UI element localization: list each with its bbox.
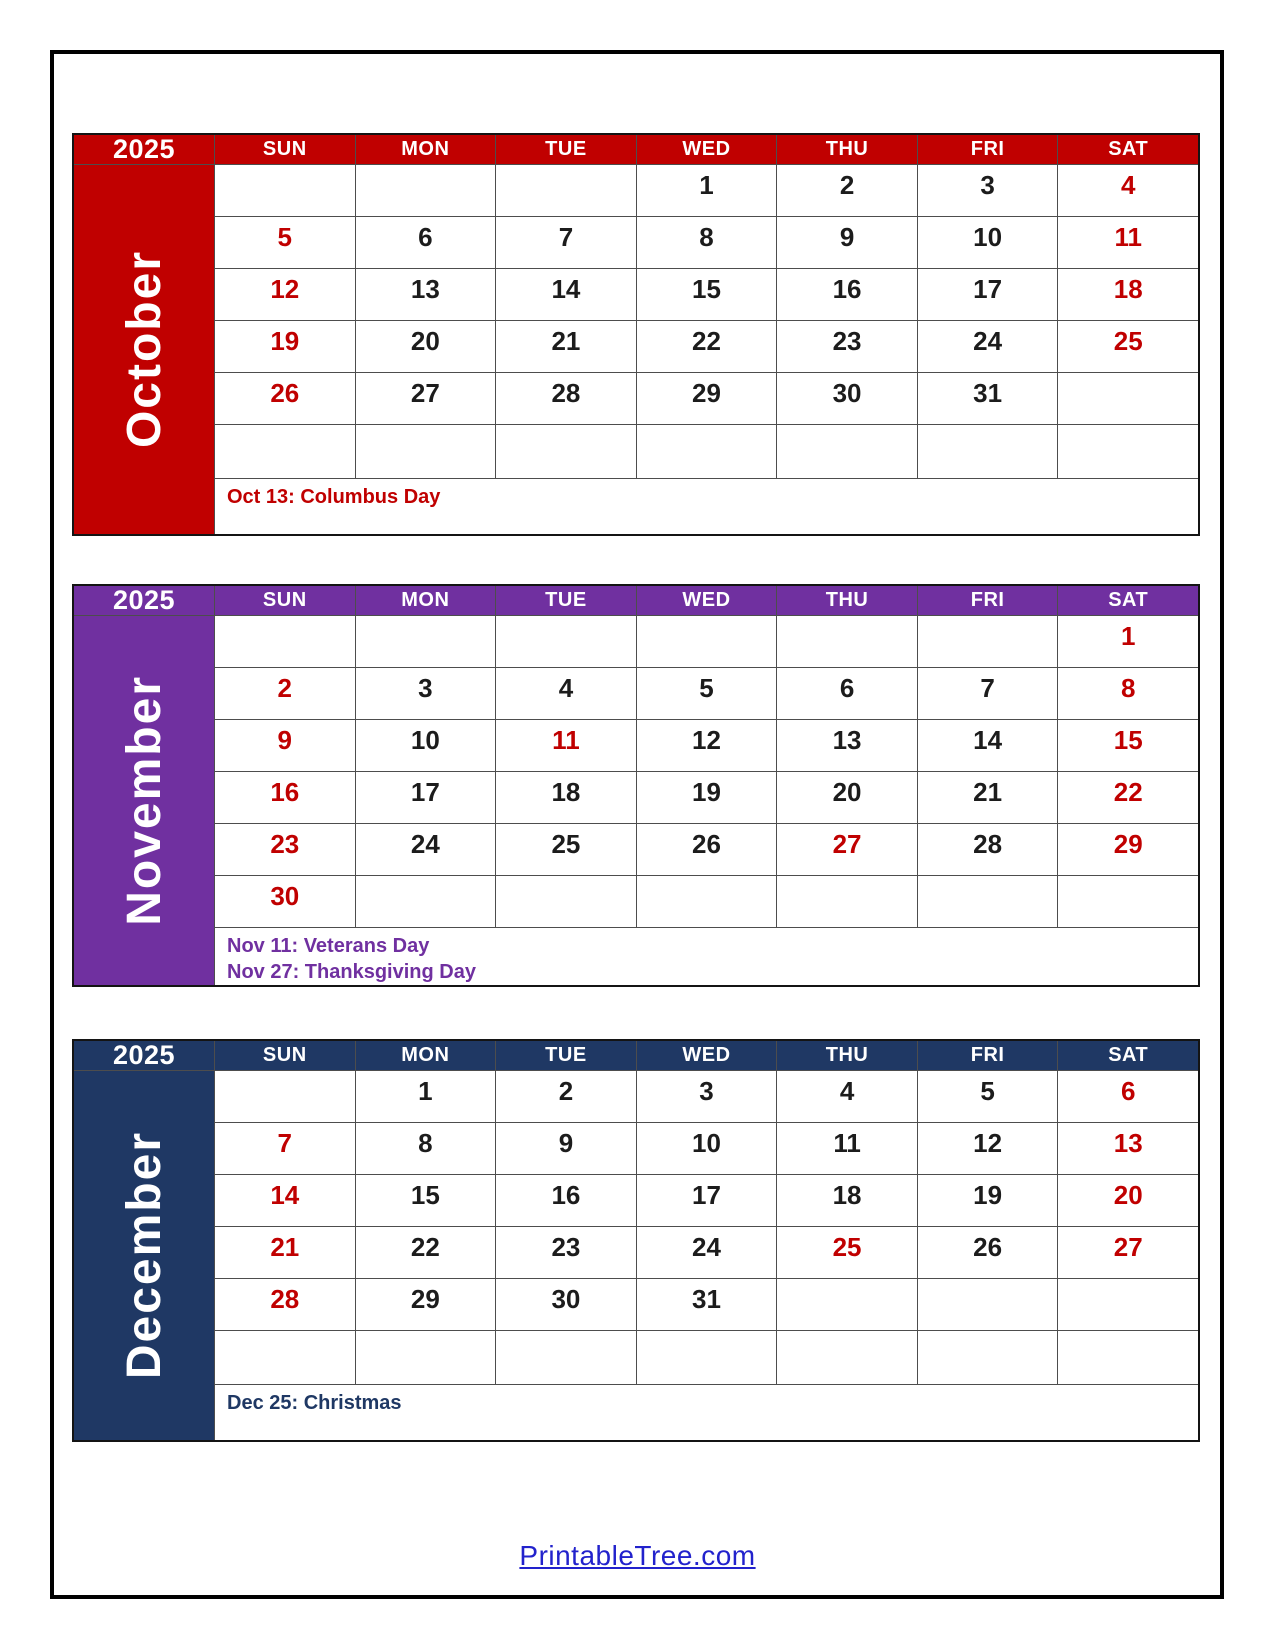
holiday-note: Dec 25: Christmas [227,1392,402,1414]
date-cell-october-12: 12 [215,269,355,320]
date-cell-december-31: 31 [637,1279,777,1330]
october-table [72,133,1200,536]
empty-date-cell [918,425,1058,478]
date-cell-october-20: 20 [356,321,496,372]
date-cell-december-25: 25 [777,1227,917,1278]
month-label-december: December [117,1131,171,1380]
date-cell-december-8: 8 [356,1123,496,1174]
empty-date-cell [777,425,917,478]
day-header-thu: THU [777,135,917,164]
date-cell-november-9: 9 [215,720,355,771]
day-header-thu: THU [777,1041,917,1070]
date-cell-december-15: 15 [356,1175,496,1226]
date-cell-december-11: 11 [777,1123,917,1174]
date-cell-october-4: 4 [1058,165,1198,216]
empty-date-cell [777,876,917,927]
empty-date-cell [496,876,636,927]
date-cell-october-7: 7 [496,217,636,268]
empty-date-cell [215,165,355,216]
date-cell-october-15: 15 [637,269,777,320]
holiday-note: Nov 27: Thanksgiving Day [227,961,476,983]
date-cell-october-13: 13 [356,269,496,320]
empty-date-cell [777,1279,917,1330]
calendar-december-2025 [72,1039,1200,1442]
date-cell-october-31: 31 [918,373,1058,424]
date-cell-october-18: 18 [1058,269,1198,320]
date-cell-november-4: 4 [496,668,636,719]
date-cell-october-3: 3 [918,165,1058,216]
month-sidebar-october [74,165,214,534]
date-cell-october-27: 27 [356,373,496,424]
empty-date-cell [637,1331,777,1384]
day-header-sat: SAT [1058,1041,1198,1070]
date-cell-december-7: 7 [215,1123,355,1174]
empty-date-cell [918,1279,1058,1330]
date-cell-october-10: 10 [918,217,1058,268]
empty-date-cell [215,1331,355,1384]
date-cell-october-6: 6 [356,217,496,268]
holiday-note: Nov 11: Veterans Day [227,935,430,957]
date-cell-december-3: 3 [637,1071,777,1122]
empty-date-cell [777,1331,917,1384]
day-header-mon: MON [356,135,496,164]
date-cell-november-29: 29 [1058,824,1198,875]
date-cell-october-29: 29 [637,373,777,424]
empty-date-cell [918,876,1058,927]
empty-date-cell [637,616,777,667]
year-label-december: 2025 [74,1041,214,1070]
date-cell-october-5: 5 [215,217,355,268]
month-label-october: October [117,250,171,449]
date-cell-november-10: 10 [356,720,496,771]
date-cell-november-20: 20 [777,772,917,823]
day-header-sun: SUN [215,1041,355,1070]
date-cell-december-19: 19 [918,1175,1058,1226]
date-cell-october-22: 22 [637,321,777,372]
day-header-sat: SAT [1058,586,1198,615]
date-cell-november-23: 23 [215,824,355,875]
empty-date-cell [1058,425,1198,478]
holiday-notes-november [215,928,1198,985]
date-cell-december-29: 29 [356,1279,496,1330]
day-header-wed: WED [637,135,777,164]
empty-date-cell [496,1331,636,1384]
date-cell-october-16: 16 [777,269,917,320]
day-header-wed: WED [637,586,777,615]
empty-date-cell [356,876,496,927]
date-cell-december-21: 21 [215,1227,355,1278]
footer [0,1540,1275,1572]
date-cell-november-6: 6 [777,668,917,719]
day-header-mon: MON [356,1041,496,1070]
empty-date-cell [356,425,496,478]
date-cell-october-28: 28 [496,373,636,424]
date-cell-december-22: 22 [356,1227,496,1278]
date-cell-december-16: 16 [496,1175,636,1226]
date-cell-december-24: 24 [637,1227,777,1278]
empty-date-cell [356,1331,496,1384]
date-cell-november-1: 1 [1058,616,1198,667]
date-cell-december-10: 10 [637,1123,777,1174]
date-cell-november-25: 25 [496,824,636,875]
empty-date-cell [496,425,636,478]
date-cell-october-17: 17 [918,269,1058,320]
empty-date-cell [356,165,496,216]
date-cell-november-24: 24 [356,824,496,875]
month-sidebar-november [74,616,214,985]
date-cell-december-20: 20 [1058,1175,1198,1226]
date-cell-october-24: 24 [918,321,1058,372]
empty-date-cell [496,616,636,667]
date-cell-october-14: 14 [496,269,636,320]
date-cell-december-4: 4 [777,1071,917,1122]
empty-date-cell [215,425,355,478]
date-cell-november-28: 28 [918,824,1058,875]
date-cell-november-11: 11 [496,720,636,771]
empty-date-cell [777,616,917,667]
date-cell-november-30: 30 [215,876,355,927]
date-cell-november-26: 26 [637,824,777,875]
empty-date-cell [1058,876,1198,927]
date-cell-november-22: 22 [1058,772,1198,823]
date-cell-october-8: 8 [637,217,777,268]
date-cell-december-9: 9 [496,1123,636,1174]
day-header-thu: THU [777,586,917,615]
day-header-sun: SUN [215,135,355,164]
date-cell-october-19: 19 [215,321,355,372]
year-label-november: 2025 [74,586,214,615]
calendar-october-2025 [72,133,1200,536]
date-cell-october-9: 9 [777,217,917,268]
date-cell-october-30: 30 [777,373,917,424]
day-header-fri: FRI [918,1041,1058,1070]
date-cell-december-13: 13 [1058,1123,1198,1174]
date-cell-december-18: 18 [777,1175,917,1226]
date-cell-november-13: 13 [777,720,917,771]
footer-link[interactable]: PrintableTree.com [519,1540,756,1571]
date-cell-october-25: 25 [1058,321,1198,372]
date-cell-december-26: 26 [918,1227,1058,1278]
date-cell-december-23: 23 [496,1227,636,1278]
day-header-mon: MON [356,586,496,615]
empty-date-cell [918,616,1058,667]
date-cell-november-21: 21 [918,772,1058,823]
empty-date-cell [215,1071,355,1122]
date-cell-november-12: 12 [637,720,777,771]
day-header-tue: TUE [496,1041,636,1070]
holiday-note: Oct 13: Columbus Day [227,486,441,508]
date-cell-december-2: 2 [496,1071,636,1122]
day-header-tue: TUE [496,586,636,615]
date-cell-november-16: 16 [215,772,355,823]
date-cell-november-7: 7 [918,668,1058,719]
date-cell-december-5: 5 [918,1071,1058,1122]
date-cell-november-3: 3 [356,668,496,719]
date-cell-november-19: 19 [637,772,777,823]
empty-date-cell [918,1331,1058,1384]
empty-date-cell [637,425,777,478]
date-cell-december-17: 17 [637,1175,777,1226]
date-cell-november-15: 15 [1058,720,1198,771]
date-cell-december-14: 14 [215,1175,355,1226]
day-header-sun: SUN [215,586,355,615]
date-cell-december-28: 28 [215,1279,355,1330]
day-header-tue: TUE [496,135,636,164]
empty-date-cell [1058,373,1198,424]
date-cell-october-21: 21 [496,321,636,372]
date-cell-october-23: 23 [777,321,917,372]
date-cell-october-26: 26 [215,373,355,424]
empty-date-cell [1058,1331,1198,1384]
day-header-fri: FRI [918,135,1058,164]
date-cell-november-8: 8 [1058,668,1198,719]
date-cell-november-27: 27 [777,824,917,875]
date-cell-december-6: 6 [1058,1071,1198,1122]
day-header-fri: FRI [918,586,1058,615]
date-cell-october-11: 11 [1058,217,1198,268]
date-cell-november-18: 18 [496,772,636,823]
date-cell-november-5: 5 [637,668,777,719]
date-cell-december-30: 30 [496,1279,636,1330]
day-header-sat: SAT [1058,135,1198,164]
date-cell-december-27: 27 [1058,1227,1198,1278]
holiday-notes-december [215,1385,1198,1440]
empty-date-cell [637,876,777,927]
date-cell-november-17: 17 [356,772,496,823]
calendar-november-2025 [72,584,1200,987]
date-cell-november-2: 2 [215,668,355,719]
date-cell-november-14: 14 [918,720,1058,771]
month-label-november: November [117,675,171,926]
holiday-notes-october [215,479,1198,534]
date-cell-december-12: 12 [918,1123,1058,1174]
november-table [72,584,1200,987]
date-cell-october-2: 2 [777,165,917,216]
empty-date-cell [496,165,636,216]
date-cell-october-1: 1 [637,165,777,216]
month-sidebar-december [74,1071,214,1440]
december-table [72,1039,1200,1442]
empty-date-cell [356,616,496,667]
empty-date-cell [215,616,355,667]
day-header-wed: WED [637,1041,777,1070]
empty-date-cell [1058,1279,1198,1330]
year-label-october: 2025 [74,135,214,164]
date-cell-december-1: 1 [356,1071,496,1122]
